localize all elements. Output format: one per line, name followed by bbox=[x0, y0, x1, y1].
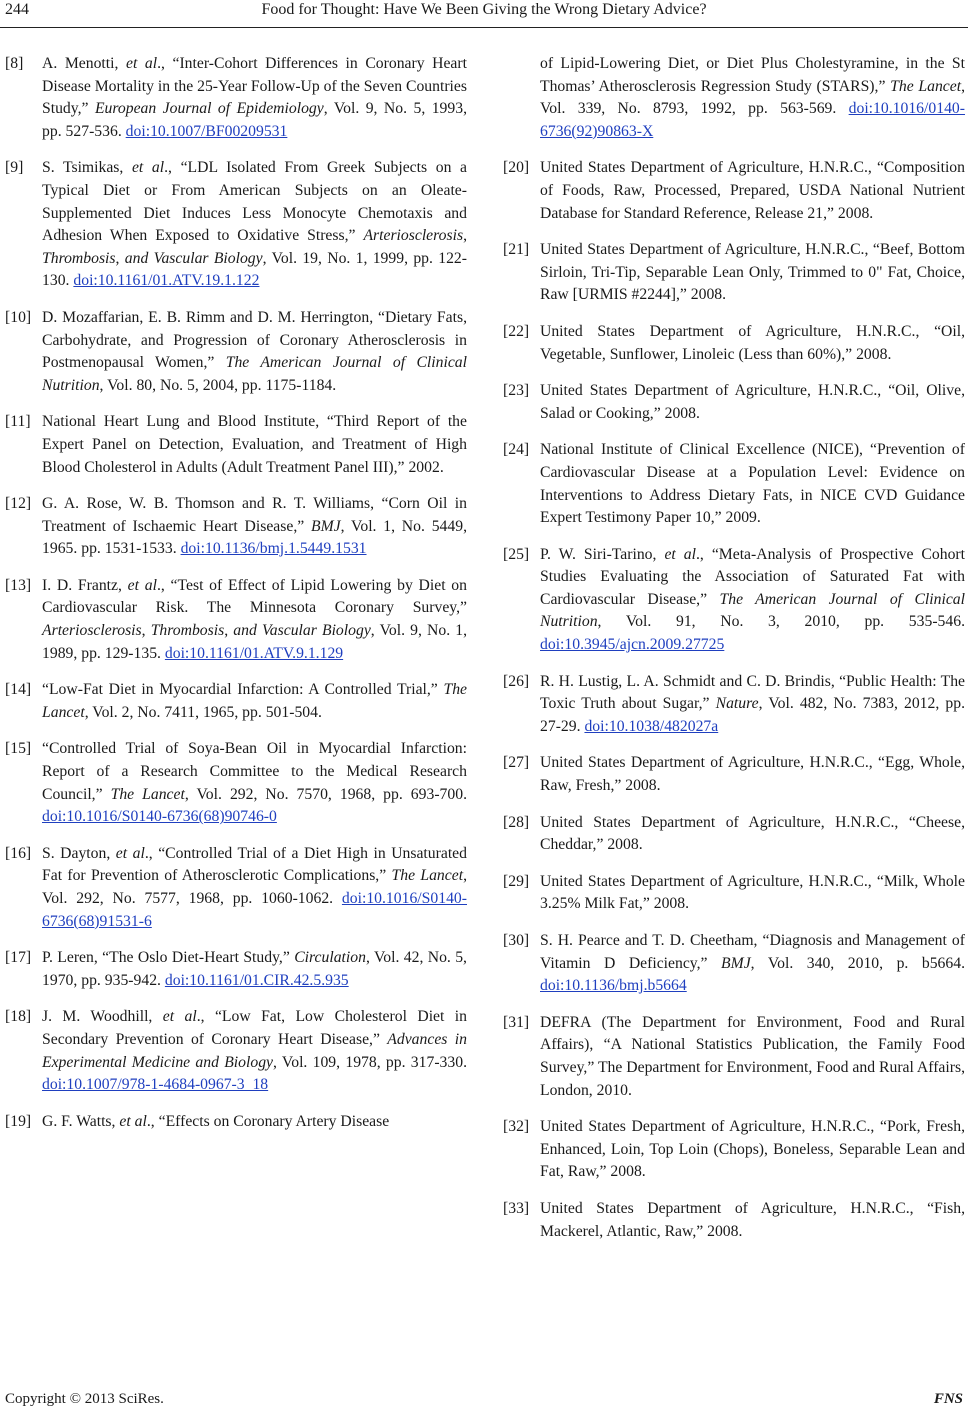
reference-entry bbox=[5, 947, 467, 992]
reference-text-segment: United States Department of Agriculture, H.N.R.C., “Milk, Whole 3.25% Milk Fat,” 2008. bbox=[540, 872, 965, 913]
reference-number: [11] bbox=[5, 413, 31, 431]
reference-text bbox=[540, 544, 965, 657]
reference-entry bbox=[5, 575, 467, 665]
reference-text-segment: , Vol. 19, No. 1, 1999, pp. 122-130. bbox=[42, 249, 468, 290]
reference-entry bbox=[503, 1116, 965, 1184]
doi-link[interactable]: doi:10.1161/01.ATV.9.1.129 bbox=[164, 644, 344, 662]
reference-entry bbox=[5, 1006, 467, 1096]
reference-entry bbox=[503, 380, 965, 425]
page-header bbox=[0, 0, 968, 30]
doi-link[interactable]: doi:10.1161/01.CIR.42.5.935 bbox=[164, 971, 349, 989]
reference-entry bbox=[503, 1198, 965, 1243]
reference-entry bbox=[503, 871, 965, 916]
reference-number: [32] bbox=[503, 1118, 530, 1136]
doi-link[interactable]: doi:10.1161/01.ATV.19.1.122 bbox=[73, 272, 260, 290]
reference-text-segment: ., “Controlled Trial of a Diet High in Unsaturated Fat for Prevention of Atherosclerotic Complications,” bbox=[42, 844, 467, 885]
reference-text bbox=[42, 947, 467, 992]
reference-text bbox=[42, 53, 467, 143]
reference-text bbox=[540, 752, 965, 797]
reference-number: [14] bbox=[5, 681, 32, 699]
reference-italic-text: BMJ bbox=[311, 517, 341, 535]
reference-text bbox=[540, 671, 965, 739]
reference-italic-text: Nature bbox=[715, 695, 759, 713]
reference-text-segment: , Vol. 292, No. 7577, 1968, pp. 1060-1062. bbox=[42, 867, 467, 907]
reference-number: [30] bbox=[503, 932, 530, 949]
reference-text-segment: United States Department of Agriculture, H.N.R.C., “Oil, Vegetable, Sunflower, Linoleic (Less than 60%),” 2008. bbox=[540, 322, 965, 363]
reference-text-segment: , Vol. 2, No. 7411, 1965, pp. 501-504. bbox=[84, 703, 322, 721]
reference-text bbox=[540, 871, 965, 916]
reference-number: [9] bbox=[5, 159, 24, 177]
reference-number: [29] bbox=[503, 872, 530, 890]
references-left-column bbox=[5, 53, 467, 1147]
reference-text-segment: P. W. Siri-Tarino, bbox=[540, 545, 665, 563]
reference-italic-text: European Journal of Epidemiology bbox=[94, 100, 324, 118]
reference-italic-text: The Lancet bbox=[110, 785, 185, 803]
reference-italic-text: et al bbox=[119, 1112, 147, 1130]
reference-text-segment: United States Department of Agriculture, H.N.R.C., “Pork, Fresh, Enhanced, Loin, Top Loin (Chops), Boneless, Separable Lean and Fat, Raw,” 2008. bbox=[540, 1118, 965, 1181]
reference-italic-text: BMJ bbox=[721, 954, 751, 972]
reference-text-segment: , Vol. 9, No. 5, 1993, pp. 527-536. bbox=[42, 100, 467, 140]
reference-text bbox=[540, 439, 965, 529]
reference-text-segment: S. Dayton, bbox=[42, 844, 116, 862]
reference-entry bbox=[503, 544, 965, 657]
reference-italic-text: The Lancet bbox=[391, 867, 464, 885]
reference-number: [24] bbox=[503, 441, 530, 459]
reference-italic-text: Arteriosclerosis bbox=[42, 622, 142, 640]
reference-text-segment: , Vol. 91, No. 3, 2010, pp. 535-546. bbox=[597, 613, 965, 631]
reference-text-segment: G. A. Rose, W. B. Thomson and R. T. Williams, “Corn Oil in Treatment of Ischaemic Heart Disease,” bbox=[42, 495, 467, 535]
reference-text-segment: “Controlled Trial of Soya-Bean Oil in Myocardial Infarction: Report of a Research Committee to the Medical Research Council,” bbox=[42, 740, 467, 803]
reference-text bbox=[540, 380, 965, 425]
reference-entry bbox=[503, 671, 965, 739]
reference-number: [13] bbox=[5, 576, 32, 594]
reference-text-segment: A. Menotti, bbox=[42, 55, 126, 72]
reference-number: [25] bbox=[503, 545, 530, 563]
reference-number: [23] bbox=[503, 382, 530, 400]
reference-text bbox=[42, 575, 467, 665]
doi-link[interactable]: doi:10.1007/BF00209531 bbox=[125, 122, 288, 140]
reference-italic-text: and Vascular Biology bbox=[124, 249, 263, 267]
doi-link[interactable]: doi:10.1038/482027a bbox=[584, 717, 719, 735]
reference-text-segment: G. F. Watts, bbox=[42, 1112, 120, 1130]
reference-entry bbox=[503, 321, 965, 366]
page-footer bbox=[0, 1391, 968, 1413]
reference-italic-text: et al bbox=[131, 159, 165, 177]
reference-text bbox=[42, 738, 467, 828]
doi-link[interactable]: doi:10.1007/978-1-4684-0967-3_18 bbox=[42, 1076, 269, 1094]
reference-italic-text: The American Journal of Clinical Nutrition bbox=[540, 590, 965, 631]
reference-text-segment: ., “Meta-Analysis of Prospective Cohort Studies Evaluating the Association of Saturated Fat with Cardiovascular Disease,” bbox=[540, 545, 965, 608]
reference-text bbox=[540, 53, 965, 143]
reference-text bbox=[42, 843, 467, 933]
reference-italic-text: et al bbox=[115, 844, 145, 862]
reference-text-segment: , bbox=[224, 622, 234, 640]
reference-entry bbox=[503, 157, 965, 225]
reference-number: [18] bbox=[5, 1008, 32, 1026]
reference-entry bbox=[503, 1012, 965, 1102]
doi-link[interactable]: doi:10.1136/bmj.b5664 bbox=[540, 977, 687, 995]
reference-text bbox=[540, 812, 965, 857]
reference-text bbox=[42, 411, 467, 479]
running-title: Food for Thought: Have We Been Giving the Wrong Dietary Advice? bbox=[261, 1, 707, 18]
reference-text-segment: United States Department of Agriculture, H.N.R.C., “Oil, Olive, Salad or Cooking,” 2008. bbox=[540, 382, 965, 422]
reference-text-segment: I. D. Frantz, bbox=[42, 576, 128, 594]
reference-text-segment: D. Mozaffarian, E. B. Rimm and D. M. Herrington, “Dietary Fats, Carbohydrate, and Progression of Coronary Atherosclerosis in Postmenopausal Women,” bbox=[42, 308, 467, 372]
reference-italic-text: et al bbox=[162, 1008, 197, 1026]
reference-text-segment: , Vol. 1, No. 5449, 1965. pp. 1531-1533. bbox=[42, 517, 467, 558]
reference-italic-text: The Lancet bbox=[890, 77, 962, 95]
doi-link[interactable]: doi:10.1136/bmj.1.5449.1531 bbox=[180, 540, 367, 558]
reference-text-segment: National Institute of Clinical Excellence (NICE), “Prevention of Cardiovascular Disease at a Population Level: Evidence on Interventions to Address Dietary Fats, in NICE CVD Guidance Expert Testimony Paper 10,” 2009. bbox=[540, 441, 965, 527]
doi-link[interactable]: doi:10.1016/0140-6736(92)90863-X bbox=[540, 100, 965, 140]
reference-entry bbox=[5, 157, 467, 293]
copyright-notice: Copyright © 2013 SciRes. bbox=[5, 1391, 164, 1407]
reference-text bbox=[42, 679, 467, 724]
reference-text-segment: United States Department of Agriculture, H.N.R.C., “Fish, Mackerel, Atlantic, Raw,” 2008. bbox=[540, 1199, 965, 1240]
doi-link[interactable]: doi:10.1016/S0140-6736(68)91531-6 bbox=[42, 890, 467, 930]
reference-text-segment: ., “Inter-Cohort Differences in Coronary Heart Disease Mortality in the 25-Year Follow-Up of the Seven Countries Study,” bbox=[42, 55, 467, 118]
reference-text-segment: S. Tsimikas, bbox=[42, 159, 132, 177]
reference-entry bbox=[503, 53, 965, 143]
reference-text bbox=[42, 307, 467, 397]
reference-number: [28] bbox=[503, 813, 530, 831]
reference-number: [26] bbox=[503, 672, 530, 690]
reference-text-segment: , bbox=[115, 249, 125, 267]
reference-italic-text: The Lancet bbox=[42, 681, 467, 721]
reference-italic-text: et al bbox=[125, 55, 158, 72]
reference-text-segment: , Vol. 9, No. 1, 1989, pp. 129-135. bbox=[42, 622, 468, 662]
reference-text-segment: , Vol. 339, No. 8793, 1992, pp. 563-569. bbox=[540, 77, 965, 118]
doi-link[interactable]: doi:10.3945/ajcn.2009.27725 bbox=[540, 636, 725, 654]
header-rule bbox=[0, 27, 968, 28]
reference-number: [17] bbox=[5, 949, 32, 967]
reference-text bbox=[540, 321, 965, 366]
reference-entry bbox=[5, 411, 467, 479]
reference-entry bbox=[5, 307, 467, 397]
reference-text-segment: “Low-Fat Diet in Myocardial Infarction: A Controlled Trial,” bbox=[42, 681, 444, 699]
reference-text-segment: , Vol. 80, No. 5, 2004, pp. 1175-1184. bbox=[99, 376, 337, 394]
reference-text-segment: , Vol. 292, No. 7570, 1968, pp. 693-700. bbox=[184, 785, 468, 803]
reference-italic-text: et al bbox=[127, 576, 157, 594]
reference-number: [27] bbox=[503, 754, 530, 772]
reference-entry bbox=[503, 812, 965, 857]
reference-italic-text: The American Journal of Clinical Nutrition bbox=[42, 354, 467, 394]
reference-number: [8] bbox=[5, 55, 24, 72]
journal-abbreviation: FNS bbox=[933, 1391, 963, 1407]
reference-text bbox=[540, 157, 965, 225]
reference-text bbox=[42, 157, 467, 293]
reference-text-segment: National Heart Lung and Blood Institute, “Third Report of the Expert Panel on Detection, Evaluation, and Treatment of High Blood Cholesterol in Adults (Adult Treatment Panel III),” 2002. bbox=[42, 413, 467, 476]
reference-text bbox=[540, 1012, 965, 1102]
reference-entry bbox=[5, 738, 467, 828]
reference-text bbox=[540, 1116, 965, 1184]
reference-number: [21] bbox=[503, 241, 530, 259]
reference-text-segment: of Lipid-Lowering Diet, or Diet Plus Cholestyramine, in the St Thomas’ Atherosclerosis Regression Study (STARS),” bbox=[540, 55, 965, 95]
reference-text-segment: J. M. Woodhill, bbox=[42, 1008, 163, 1026]
references-right-column bbox=[503, 53, 965, 1257]
reference-entry bbox=[5, 843, 467, 933]
reference-entry bbox=[5, 679, 467, 724]
reference-text-segment: , Vol. 482, No. 7383, 2012, pp. 27-29. bbox=[540, 695, 965, 735]
reference-text-segment: United States Department of Agriculture, H.N.R.C., “Beef, Bottom Sirloin, Tri-Tip, Separable Lean Only, Trimmed to 0" Fat, Choice, Raw [URMIS #2244],” 2008. bbox=[540, 241, 965, 304]
reference-text bbox=[42, 493, 467, 561]
reference-italic-text: Thrombosis bbox=[150, 622, 225, 640]
reference-italic-text: and Vascular Biology bbox=[233, 622, 371, 640]
reference-entry bbox=[503, 930, 965, 998]
reference-text-segment: United States Department of Agriculture, H.N.R.C., “Egg, Whole, Raw, Fresh,” 2008. bbox=[540, 754, 965, 795]
reference-number: [33] bbox=[503, 1199, 530, 1217]
reference-text-segment: ., “Low Fat, Low Cholesterol Diet in Secondary Prevention of Coronary Heart Disease,” bbox=[42, 1008, 467, 1048]
reference-text-segment: , Vol. 109, 1978, pp. 317-330. bbox=[273, 1053, 467, 1071]
reference-italic-text: Advances in Experimental Medicine and Biology bbox=[42, 1030, 467, 1071]
reference-text-segment: S. H. Pearce and T. D. Cheetham, “Diagnosis and Management of Vitamin D Deficiency,” bbox=[540, 932, 965, 972]
reference-text-segment: United States Department of Agriculture, H.N.R.C., “Cheese, Cheddar,” 2008. bbox=[540, 813, 965, 854]
reference-text bbox=[540, 239, 965, 307]
page-number: 244 bbox=[5, 1, 29, 18]
reference-text-segment: DEFRA (The Department for Environment, Food and Rural Affairs), “A National Statistics Publication, the Family Food Survey,” The Department for Environment, Food and Rural Affairs, London, 2010. bbox=[540, 1013, 965, 1099]
reference-text-segment: ., “Test of Effect of Lipid Lowering by Diet on Cardiovascular Risk. The Minnesota Coronary Survey,” bbox=[42, 576, 467, 617]
reference-number: [12] bbox=[5, 495, 32, 513]
reference-text bbox=[42, 1111, 467, 1134]
reference-number: [31] bbox=[503, 1013, 530, 1031]
reference-text bbox=[540, 1198, 965, 1243]
reference-number bbox=[503, 53, 540, 143]
reference-text-segment: , bbox=[463, 227, 467, 245]
reference-entry bbox=[5, 1111, 467, 1134]
reference-entry bbox=[5, 53, 467, 143]
reference-number: [19] bbox=[5, 1112, 32, 1130]
reference-number: [20] bbox=[503, 159, 530, 177]
doi-link[interactable]: doi:10.1016/S0140-6736(68)90746-0 bbox=[42, 808, 277, 826]
reference-italic-text: Thrombosis bbox=[42, 249, 116, 267]
reference-text-segment: , Vol. 340, 2010, p. b5664. bbox=[750, 954, 965, 972]
reference-number: [16] bbox=[5, 844, 32, 862]
reference-text bbox=[540, 930, 965, 998]
reference-number: [22] bbox=[503, 322, 530, 340]
reference-text-segment: ., “LDL Isolated From Greek Subjects on a Typical Diet or From American Subjects on an Oleate-Supplemented Diet Induces Less Monocyte Chemotaxis and Adhesion When Exposed to Oxidative Stress,” bbox=[42, 159, 467, 245]
reference-text-segment: , bbox=[141, 622, 151, 640]
reference-text-segment: United States Department of Agriculture, H.N.R.C., “Composition of Foods, Raw, Processed, Prepared, USDA National Nutrient Database for Standard Reference, Release 21,” 2008. bbox=[540, 159, 965, 222]
reference-text bbox=[42, 1006, 467, 1096]
reference-number: [15] bbox=[5, 740, 32, 758]
reference-italic-text: Circulation bbox=[294, 949, 366, 967]
reference-text-segment: , Vol. 42, No. 5, 1970, pp. 935-942. bbox=[42, 949, 467, 989]
reference-italic-text: et al bbox=[664, 545, 696, 563]
reference-entry bbox=[503, 752, 965, 797]
reference-text-segment: R. H. Lustig, L. A. Schmidt and C. D. Brindis, “Public Health: The Toxic Truth about Sugar,” bbox=[540, 672, 965, 713]
reference-entry bbox=[503, 239, 965, 307]
reference-text-segment: ., “Effects on Coronary Artery Disease bbox=[146, 1112, 390, 1130]
reference-entry bbox=[5, 493, 467, 561]
reference-entry bbox=[503, 439, 965, 529]
reference-number: [10] bbox=[5, 308, 32, 326]
reference-italic-text: Arteriosclerosis bbox=[363, 227, 464, 245]
reference-text-segment: P. Leren, “The Oslo Diet-Heart Study,” bbox=[42, 949, 295, 967]
